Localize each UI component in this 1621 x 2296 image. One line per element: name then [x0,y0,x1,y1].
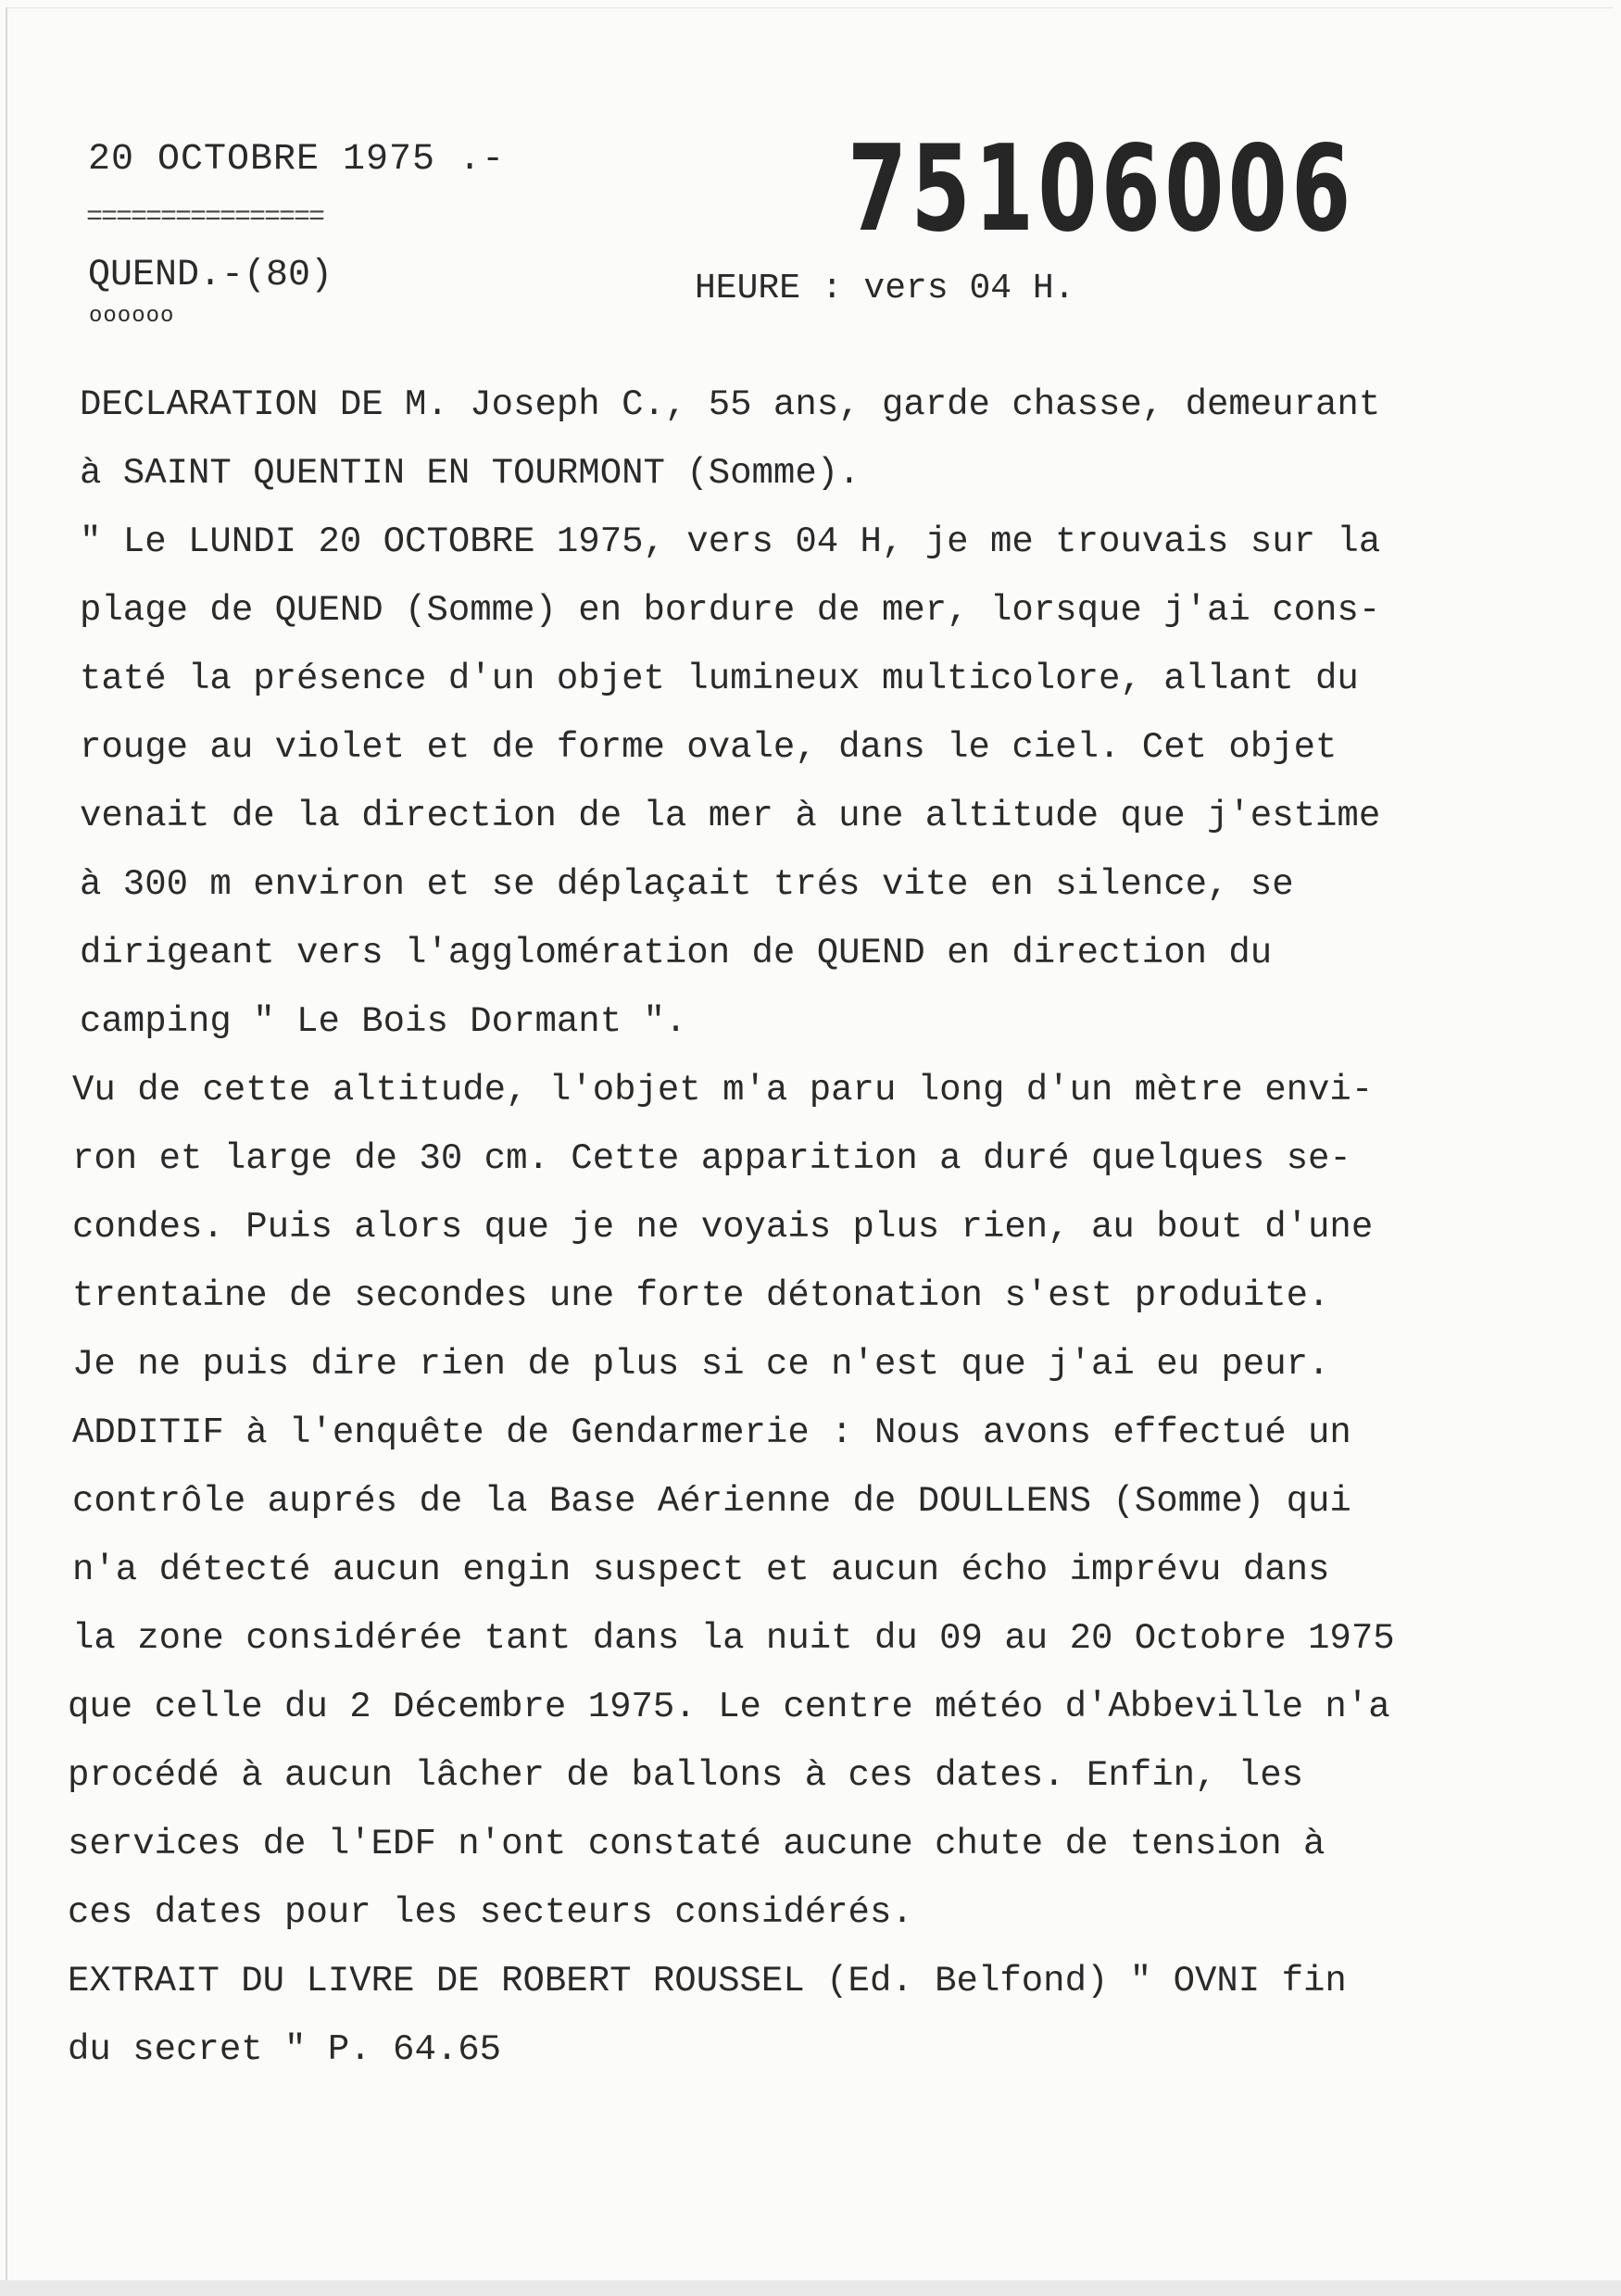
text-line: Je ne puis dire rien de plus si ce n'est que j'ai eu peur. [72,1344,1330,1385]
document-date: 20 OCTOBRE 1975 .- [88,139,506,181]
text-line: trentaine de secondes une forte détonation s'est produite. [72,1275,1330,1316]
date-underline: ================ [86,202,324,233]
text-line: ron et large de 30 cm. Cette apparition a duré quelques se- [72,1138,1351,1179]
text-line: la zone considérée tant dans la nuit du 09 au 20 Octobre 1975 [72,1618,1395,1659]
text-line: Vu de cette altitude, l'objet m'a paru long d'un mètre envi- [72,1070,1374,1110]
text-line: n'a détecté aucun engin suspect et aucun écho imprévu dans [72,1549,1330,1590]
text-line: ADDITIF à l'enquête de Gendarmerie : Nous avons effectué un [72,1412,1351,1453]
text-line: " Le LUNDI 20 OCTOBRE 1975, vers 04 H, je me trouvais sur la [80,521,1381,562]
text-line: contrôle auprés de la Base Aérienne de DOULLENS (Somme) qui [72,1481,1351,1522]
text-line: DECLARATION DE M. Joseph C., 55 ans, garde chasse, demeurant [80,384,1381,425]
text-line: que celle du 2 Décembre 1975. Le centre météo d'Abbeville n'a [68,1687,1390,1727]
text-line: plage de QUEND (Somme) en bordure de mer, lorsque j'ai cons- [80,590,1381,631]
text-line: condes. Puis alors que je ne voyais plus rien, au bout d'une [72,1207,1374,1248]
place-underline-dots: oooooo [89,304,175,329]
text-line: procédé à aucun lâcher de ballons à ces dates. Enfin, les [68,1755,1304,1796]
text-line: du secret " P. 64.65 [68,2029,502,2070]
text-line: à 300 m environ et se déplaçait trés vite en silence, se [80,864,1294,905]
text-line: EXTRAIT DU LIVRE DE ROBERT ROUSSEL (Ed. Belfond) " OVNI fin [68,1961,1347,2001]
text-line: taté la présence d'un objet lumineux multicolore, allant du [80,659,1359,699]
time-of-event: HEURE : vers 04 H. [695,269,1075,308]
page-bottom-edge [0,2280,1621,2296]
text-line: services de l'EDF n'ont constaté aucune chute de tension à [68,1824,1326,1864]
text-line: venait de la direction de la mer à une altitude que j'estime [80,796,1381,836]
declaration-text [63,370,1556,2084]
text-line: rouge au violet et de forme ovale, dans le ciel. Cet objet [80,727,1338,768]
text-line: ces dates pour les secteurs considérés. [68,1892,913,1933]
reference-number: 75106006 [848,120,1355,258]
place-name: QUEND.-(80) [88,255,333,296]
text-line: camping " Le Bois Dormant ". [80,1001,687,1042]
text-line: à SAINT QUENTIN EN TOURMONT (Somme). [80,453,861,494]
text-line: dirigeant vers l'agglomération de QUEND en direction du [80,933,1273,973]
